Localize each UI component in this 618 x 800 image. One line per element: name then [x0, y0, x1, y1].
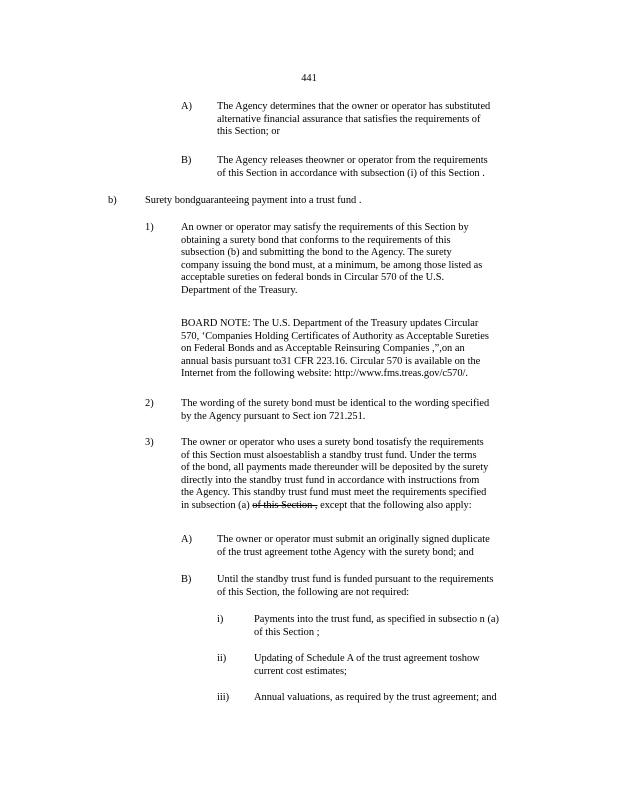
item-text [181, 398, 489, 423]
text-line: of the bond, all payments made thereunder will be deposited by the surety [181, 462, 489, 474]
text-line: Until the standby trust fund is funded pursuant to the requirements [217, 574, 494, 585]
text-line: subsection (b) and submitting the bond to the Agency. The surety [181, 247, 452, 259]
text-line: The wording of the surety bond must be identical to the wording specified [181, 398, 490, 409]
text-line: Surety bondguaranteeing payment into a trust fund . [145, 195, 362, 206]
item-text [254, 614, 499, 639]
text-line: The owner or operator who uses a surety bond tosatisfy the requirements [181, 437, 484, 448]
text-line: Department of the Treasury. [181, 284, 298, 296]
item-text [254, 692, 497, 705]
text-line: Updating of Schedule A of the trust agreement toshow [254, 653, 480, 664]
item-label: B) [181, 155, 192, 166]
item-label: 2) [145, 398, 154, 409]
text-line: Payments into the trust fund, as specified in subsectio n (a) [254, 614, 499, 625]
board-note-text [181, 318, 489, 381]
text-line: The owner or operator must submit an originally signed duplicate [217, 534, 490, 545]
item-label: ii) [217, 653, 227, 664]
item-label: 1) [145, 222, 154, 233]
item-text [217, 155, 488, 180]
text-line: The Agency determines that the owner or operator has substituted [217, 101, 491, 112]
text-line: of this Section must alsoestablish a standby trust fund. Under the terms [181, 449, 477, 461]
item-text [181, 222, 482, 298]
item-label: i) [217, 614, 224, 625]
item-text [217, 101, 490, 139]
text-line: on Federal Bonds and as Acceptable Reinsuring Companies ,”,on an [181, 343, 465, 355]
page-number: 441 [301, 73, 317, 84]
text-line [181, 500, 488, 513]
text-line: of the trust agreement tothe Agency with the surety bond; and [217, 546, 474, 558]
text-line: BOARD NOTE: The U.S. Department of the Treasury updates Circular [181, 318, 479, 329]
item-label: B) [181, 574, 192, 585]
subsection-heading [145, 195, 361, 208]
text-line: the Agency. This standby trust fund must meet the requirements specified [181, 487, 487, 499]
item-label: A) [181, 101, 192, 112]
text-line: annual basis pursuant to31 CFR 223.16. Circular 570 is available on the [181, 355, 481, 367]
text-segment: except that the following also apply: [317, 499, 472, 511]
text-line: of this Section ; [254, 626, 320, 638]
text-line: by the Agency pursuant to Sect ion 721.251. [181, 410, 366, 422]
item-label: b) [108, 195, 117, 206]
text-line: this Section; or [217, 126, 280, 138]
text-line: The Agency releases theowner or operator from the requirements [217, 155, 488, 166]
text-line: directly into the standby trust fund in accordance with instructions from [181, 474, 480, 486]
text-line: company issuing the bond must, at a minimum, be among those listed as [181, 259, 483, 271]
item-text [181, 437, 488, 513]
text-line: acceptable sureties on federal bonds in Circular 570 of the U.S. [181, 272, 445, 284]
text-line: Annual valuations, as required by the trust agreement; and [254, 692, 497, 703]
text-line: alternative financial assurance that satisfies the requirements of [217, 113, 481, 125]
text-line: 570, ‘Companies Holding Certificates of Authority as Acceptable Sureties [181, 330, 489, 342]
item-text [217, 574, 493, 599]
text-line: obtaining a surety bond that conforms to the requirements of this [181, 234, 451, 246]
text-line: An owner or operator may satisfy the requirements of this Section by [181, 222, 469, 233]
item-label: iii) [217, 692, 230, 703]
text-line: of this Section in accordance with subsection (i) of this Section . [217, 167, 485, 179]
text-line: Internet from the following website: http://www.fms.treas.gov/c570/. [181, 368, 469, 380]
text-line: current cost estimates; [254, 665, 347, 677]
item-text [217, 534, 490, 559]
struck-text: of this Section , [252, 499, 318, 511]
item-label: A) [181, 534, 192, 545]
item-label: 3) [145, 437, 154, 448]
text-line: of this Section, the following are not required: [217, 586, 410, 598]
text-segment: in subsection (a) [181, 499, 253, 511]
item-text [254, 653, 480, 678]
